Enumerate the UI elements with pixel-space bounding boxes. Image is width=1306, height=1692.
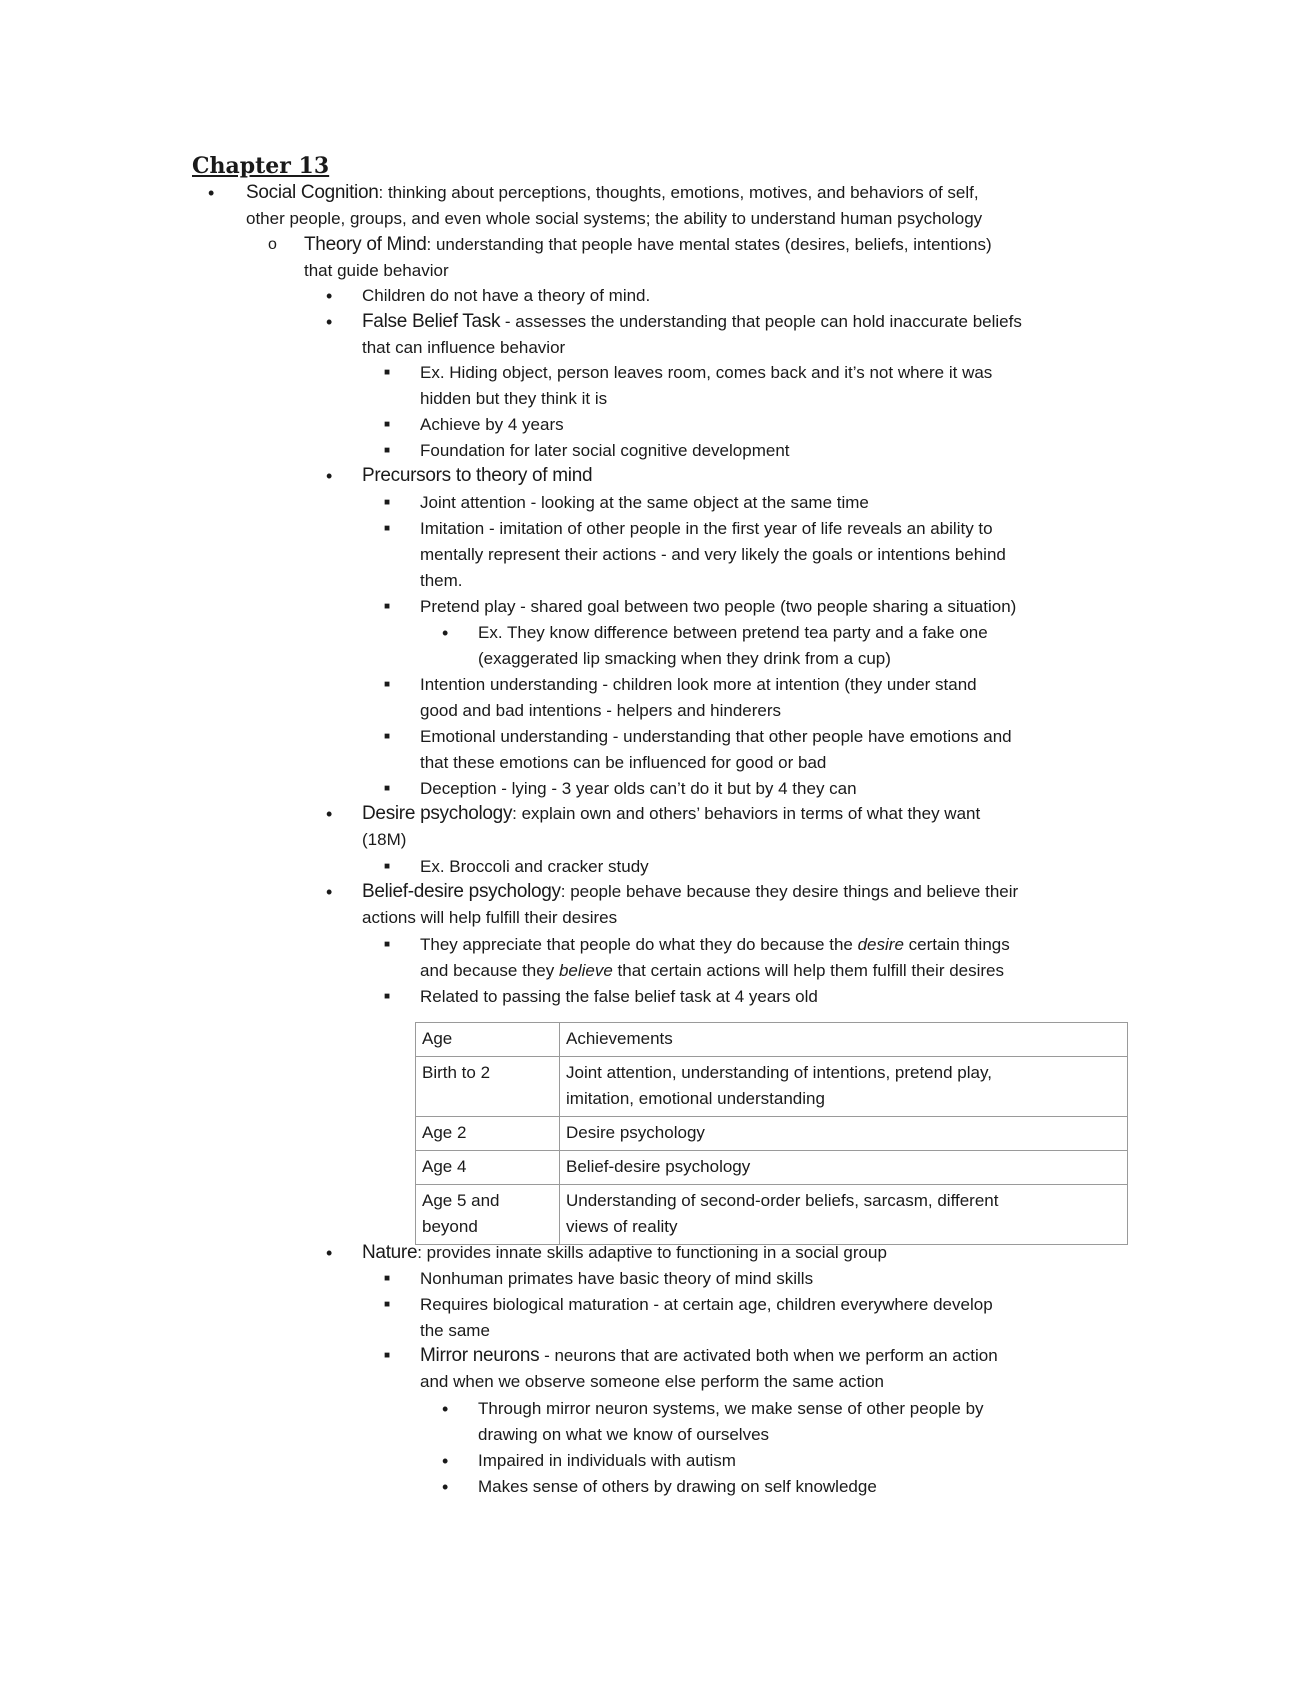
term-precursors: Precursors to theory of mind [362, 465, 593, 486]
bullet-icon: • [208, 183, 215, 203]
term-desire-psychology: Desire psychology [362, 803, 513, 824]
table-row [416, 1151, 1128, 1185]
term-mirror-neurons: Mirror neurons [420, 1345, 540, 1366]
list-item-theory-of-mind: o Theory of Mind: understanding that people have mental states (desires, beliefs, intentions) that guide behavior [268, 234, 992, 280]
table-row [416, 1185, 1128, 1245]
square-bullet-icon: ■ [384, 1299, 391, 1310]
square-bullet-icon: ■ [384, 731, 391, 742]
list-item-intention: ■ Intention understanding - children look more at intention (they under stand good and bad intentions - helpers and hinderers [384, 672, 977, 724]
bullet-icon: • [326, 466, 333, 486]
bullet-icon: • [442, 1451, 449, 1471]
circle-bullet-icon: o [268, 236, 277, 253]
term-nature: Nature [362, 1242, 418, 1263]
bullet-icon: • [326, 804, 333, 824]
square-bullet-icon: ■ [384, 419, 391, 430]
term-belief-desire: Belief-desire psychology [362, 881, 561, 902]
term-theory-of-mind: Theory of Mind [304, 234, 427, 255]
term-social-cognition: Social Cognition [246, 182, 379, 203]
table-header-cell: Age [416, 1023, 560, 1057]
list-item-broccoli: ■ Ex. Broccoli and cracker study [384, 854, 649, 880]
list-item-ex-hiding: ■ Ex. Hiding object, person leaves room, comes back and it’s not where it was hidden but they think it is [384, 360, 992, 412]
achievements-table [415, 1022, 1128, 1245]
square-bullet-icon: ■ [384, 1350, 391, 1361]
list-item-social-cognition: • Social Cognition: thinking about perceptions, thoughts, emotions, motives, and behaviors of self, other people, groups, and even whole social systems; the ability to understand human psychology [208, 182, 983, 228]
list-item-nature: • Nature: provides innate skills adaptive to functioning in a social group [326, 1240, 887, 1266]
bullet-icon: • [326, 882, 333, 902]
square-bullet-icon: ■ [384, 367, 391, 378]
list-item-makes-sense: • Makes sense of others by drawing on self knowledge [442, 1474, 877, 1500]
table-cell-achievements: Desire psychology [560, 1117, 1128, 1151]
list-item-deception: ■ Deception - lying - 3 year olds can’t do it but by 4 they can [384, 776, 857, 802]
square-bullet-icon: ■ [384, 523, 391, 534]
bullet-icon: • [442, 1399, 449, 1419]
square-bullet-icon: ■ [384, 939, 391, 950]
list-item-emotional: ■ Emotional understanding - understanding that other people have emotions and that these emotions can be influenced for good or bad [384, 724, 1012, 776]
bullet-icon: • [442, 1477, 449, 1497]
list-item-appreciate: ■ They appreciate that people do what they do because the desire certain things and because they believe that certain actions will help them fulfill their desires [384, 932, 1010, 984]
list-item-achieve-4: ■ Achieve by 4 years [384, 412, 564, 438]
table-cell-achievements: Joint attention, understanding of intentions, pretend play, imitation, emotional understanding [560, 1057, 1128, 1117]
table-cell-age: Birth to 2 [416, 1057, 560, 1117]
table-header-row [416, 1023, 1128, 1057]
bullet-icon: • [326, 1243, 333, 1263]
list-item-foundation: ■ Foundation for later social cognitive development [384, 438, 790, 464]
bullet-icon: • [442, 623, 449, 643]
square-bullet-icon: ■ [384, 679, 391, 690]
term-false-belief-task: False Belief Task [362, 311, 501, 332]
list-item-precursors [326, 463, 592, 489]
list-item-pretend-play: ■ Pretend play - shared goal between two people (two people sharing a situation) [384, 594, 1016, 620]
table-row [416, 1117, 1128, 1151]
list-item-through-mirror: • Through mirror neuron systems, we make sense of other people by drawing on what we know of ourselves [442, 1396, 984, 1448]
list-item-imitation: ■ Imitation - imitation of other people in the first year of life reveals an ability to mentally represent their actions - and very likely the goals or intentions behind them. [384, 516, 1006, 594]
list-item-desire-psychology: • Desire psychology: explain own and others’ behaviors in terms of what they want (18M) [326, 803, 981, 849]
square-bullet-icon: ■ [384, 497, 391, 508]
square-bullet-icon: ■ [384, 601, 391, 612]
list-item-false-belief-task: • False Belief Task - assesses the understanding that people can hold inaccurate beliefs that can influence behavior [326, 311, 1022, 357]
list-item-related: ■ Related to passing the false belief task at 4 years old [384, 984, 818, 1010]
table-cell-age: Age 4 [416, 1151, 560, 1185]
table-cell-age: Age 5 and beyond [416, 1185, 560, 1245]
table-header-cell: Achievements [560, 1023, 1128, 1057]
list-item-belief-desire: • Belief-desire psychology: people behave because they desire things and believe their actions will help fulfill their desires [326, 881, 1019, 927]
list-item-joint-attention: ■ Joint attention - looking at the same object at the same time [384, 490, 869, 516]
list-item-mirror-neurons: ■ Mirror neurons - neurons that are activated both when we perform an action and when we observe someone else perform the same action [384, 1345, 998, 1391]
square-bullet-icon: ■ [384, 1273, 391, 1284]
square-bullet-icon: ■ [384, 991, 391, 1002]
square-bullet-icon: ■ [384, 445, 391, 456]
table-row [416, 1057, 1128, 1117]
square-bullet-icon: ■ [384, 783, 391, 794]
square-bullet-icon: ■ [384, 861, 391, 872]
bullet-icon: • [326, 286, 333, 306]
table-cell-achievements: Understanding of second-order beliefs, sarcasm, different views of reality [560, 1185, 1128, 1245]
list-item-no-theory: • Children do not have a theory of mind. [326, 283, 650, 309]
bullet-icon: • [326, 312, 333, 332]
chapter-title: Chapter 13 [192, 153, 330, 179]
list-item-impaired: • Impaired in individuals with autism [442, 1448, 736, 1474]
table-cell-achievements: Belief-desire psychology [560, 1151, 1128, 1185]
list-item-ex-tea: • Ex. They know difference between pretend tea party and a fake one (exaggerated lip smacking when they drink from a cup) [442, 620, 988, 672]
list-item-primates: ■ Nonhuman primates have basic theory of mind skills [384, 1266, 813, 1292]
table-cell-age: Age 2 [416, 1117, 560, 1151]
list-item-maturation: ■ Requires biological maturation - at certain age, children everywhere develop the same [384, 1292, 993, 1344]
